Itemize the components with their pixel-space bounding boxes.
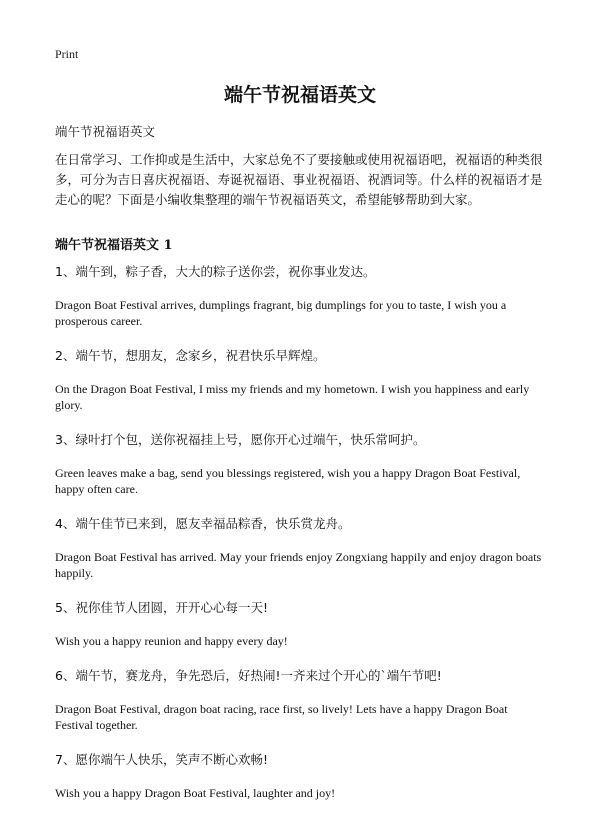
blessing-english: Wish you a happy reunion and happy every day! bbox=[55, 634, 288, 648]
blessing-english: Dragon Boat Festival, dragon boat racing, race first, so lively! Lets have a happy Dragon Boat Festival together. bbox=[55, 702, 508, 732]
print-link[interactable]: Print bbox=[55, 47, 79, 61]
list-item bbox=[55, 514, 545, 581]
blessing-english: Wish you a happy Dragon Boat Festival, laughter and joy! bbox=[55, 786, 336, 800]
blessing-chinese: 1、端午到，粽子香，大大的粽子送你尝，祝你事业发达。 bbox=[55, 264, 376, 279]
blessing-chinese: 7、愿你端午人快乐，笑声不断心欢畅! bbox=[55, 752, 268, 767]
blessing-list bbox=[55, 262, 545, 818]
blessing-english: Dragon Boat Festival has arrived. May your friends enjoy Zongxiang happily and enjoy dragon boats happily. bbox=[55, 550, 542, 580]
list-item bbox=[55, 430, 545, 497]
intro-paragraph: 在日常学习、工作抑或是生活中，大家总免不了要接触或使用祝福语吧，祝福语的种类很多，可分为吉日喜庆祝福语、寿诞祝福语、事业祝福语、祝酒词等。什么样的祝福语才是走心的呢？下面是小编收集整理的端午节祝福语英文，希望能够帮助到大家。 bbox=[55, 152, 543, 207]
list-item bbox=[55, 598, 545, 649]
blessing-chinese: 6、端午节，赛龙舟，争先恐后，好热闹!一齐来过个开心的`端午节吧! bbox=[55, 668, 442, 683]
blessing-chinese: 5、祝你佳节人团圆，开开心心每一天! bbox=[55, 600, 268, 615]
document-subtitle: 端午节祝福语英文 bbox=[55, 124, 156, 139]
document-title: 端午节祝福语英文 bbox=[223, 84, 376, 106]
blessing-english: Green leaves make a bag, send you blessings registered, wish you a happy Dragon Boat Festival, happy often care. bbox=[55, 466, 521, 496]
blessing-english: On the Dragon Boat Festival, I miss my friends and my hometown. I wish you happiness and early glory. bbox=[55, 382, 530, 412]
blessing-chinese: 2、端午节，想朋友，念家乡，祝君快乐早辉煌。 bbox=[55, 348, 326, 363]
section-heading: 端午节祝福语英文 1 bbox=[55, 238, 173, 253]
blessing-chinese: 4、端午佳节已来到，愿友幸福品粽香，快乐赏龙舟。 bbox=[55, 516, 351, 531]
list-item bbox=[55, 666, 545, 733]
list-item bbox=[55, 750, 545, 801]
list-item bbox=[55, 346, 545, 413]
blessing-english: Dragon Boat Festival arrives, dumplings fragrant, big dumplings for you to taste, I wish you a prosperous career. bbox=[55, 298, 507, 328]
list-item bbox=[55, 262, 545, 329]
blessing-chinese: 3、绿叶打个包，送你祝福挂上号，愿你开心过端午，快乐常呵护。 bbox=[55, 432, 426, 447]
